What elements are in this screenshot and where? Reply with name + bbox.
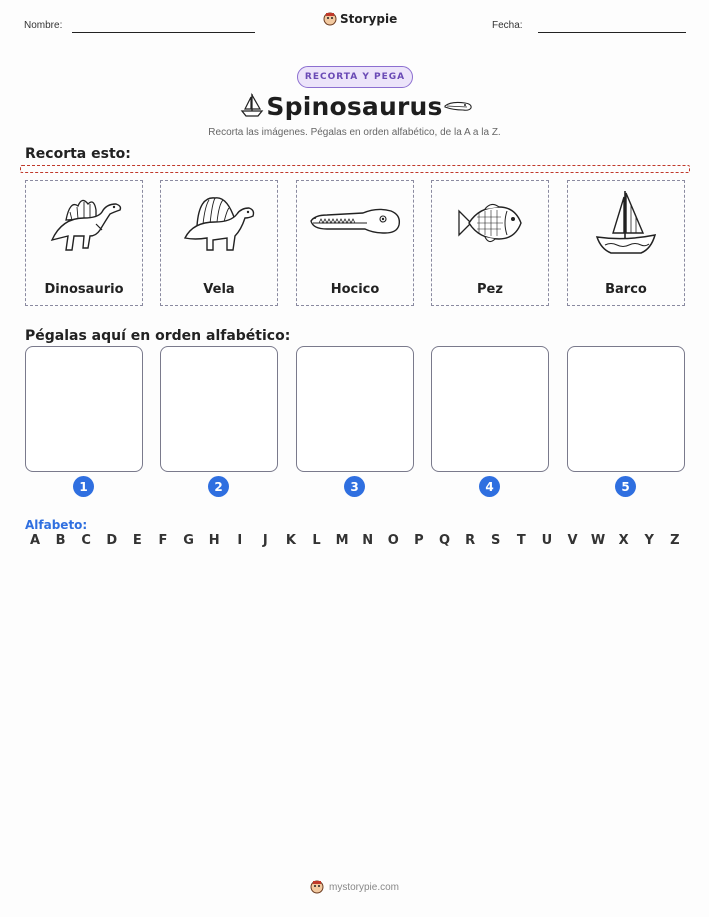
alphabet-letter: Y <box>644 533 654 548</box>
alphabet-letter: U <box>541 533 553 548</box>
name-line[interactable] <box>72 32 255 33</box>
alphabet-letter: A <box>29 533 41 548</box>
crocodile-snout-icon <box>307 203 403 243</box>
alphabet-letter: F <box>158 533 168 548</box>
alphabet-letter: B <box>55 533 66 548</box>
slot-number-5: 5 <box>615 476 636 497</box>
cut-card-barco[interactable] <box>567 180 685 306</box>
alphabet-letter: W <box>590 533 606 548</box>
instructions: Recorta las imágenes. Pégalas en orden alfabético, de la A a la Z. <box>208 127 501 138</box>
paste-slot-1[interactable] <box>25 346 143 472</box>
alphabet-letter: K <box>285 533 296 548</box>
sail-dinosaur-icon <box>179 190 259 256</box>
card-label: Dinosaurio <box>44 282 124 297</box>
alphabet-letter: L <box>312 533 321 548</box>
footer <box>0 880 709 894</box>
card-label: Vela <box>203 282 235 297</box>
storypie-footer-icon <box>310 880 324 894</box>
paste-slot-5[interactable] <box>567 346 685 472</box>
date-label: Fecha: <box>492 20 523 31</box>
cut-card-pez[interactable] <box>431 180 549 306</box>
alphabet-letter: M <box>335 533 349 548</box>
card-label: Hocico <box>330 282 380 297</box>
alphabet-heading: Alfabeto: <box>25 518 88 532</box>
alphabet-letter: R <box>465 533 476 548</box>
paste-slot-4[interactable] <box>431 346 549 472</box>
card-label: Barco <box>605 282 647 297</box>
page-title: Spinosaurus <box>266 92 443 121</box>
alphabet-letter: E <box>132 533 142 548</box>
card-label: Pez <box>477 282 503 297</box>
alphabet-letter: T <box>516 533 526 548</box>
cut-heading: Recorta esto: <box>25 146 131 162</box>
alphabet-letter: Q <box>438 533 451 548</box>
name-label: Nombre: <box>24 20 63 31</box>
paste-heading: Pégalas aquí en orden alfabético: <box>25 328 291 344</box>
slot-number-1: 1 <box>73 476 94 497</box>
alphabet-letter: O <box>387 533 399 548</box>
cut-card-hocico[interactable] <box>296 180 414 306</box>
slot-number-4: 4 <box>479 476 500 497</box>
alphabet-letter: S <box>491 533 501 548</box>
brand-logo <box>323 12 397 26</box>
sailboat-icon <box>593 187 659 259</box>
alphabet-row <box>25 533 685 548</box>
footer-url[interactable]: mystorypie.com <box>328 881 399 893</box>
cut-line <box>20 165 690 173</box>
slot-number-3: 3 <box>344 476 365 497</box>
alphabet-letter: C <box>81 533 91 548</box>
brand-name: Storypie <box>340 12 398 26</box>
alphabet-letter: G <box>183 533 194 548</box>
crocodile-title-icon <box>443 98 473 114</box>
alphabet-letter: Z <box>670 533 680 548</box>
alphabet-letter: P <box>414 533 424 548</box>
cut-card-dinosaurio[interactable] <box>25 180 143 306</box>
alphabet-letter: N <box>362 533 374 548</box>
date-line[interactable] <box>538 32 686 33</box>
alphabet-letter: I <box>237 533 243 548</box>
activity-badge: RECORTA Y PEGA <box>297 66 413 88</box>
paste-slot-3[interactable] <box>296 346 414 472</box>
alphabet-letter: J <box>262 533 268 548</box>
alphabet-letter: H <box>208 533 220 548</box>
alphabet-letter: V <box>567 533 578 548</box>
paste-slot-2[interactable] <box>160 346 278 472</box>
alphabet-letter: D <box>106 533 118 548</box>
storypie-logo-icon <box>323 12 337 26</box>
cut-card-vela[interactable] <box>160 180 278 306</box>
slot-number-2: 2 <box>208 476 229 497</box>
alphabet-letter: X <box>618 533 629 548</box>
fish-icon <box>455 199 525 247</box>
spinosaurus-icon <box>44 190 124 256</box>
